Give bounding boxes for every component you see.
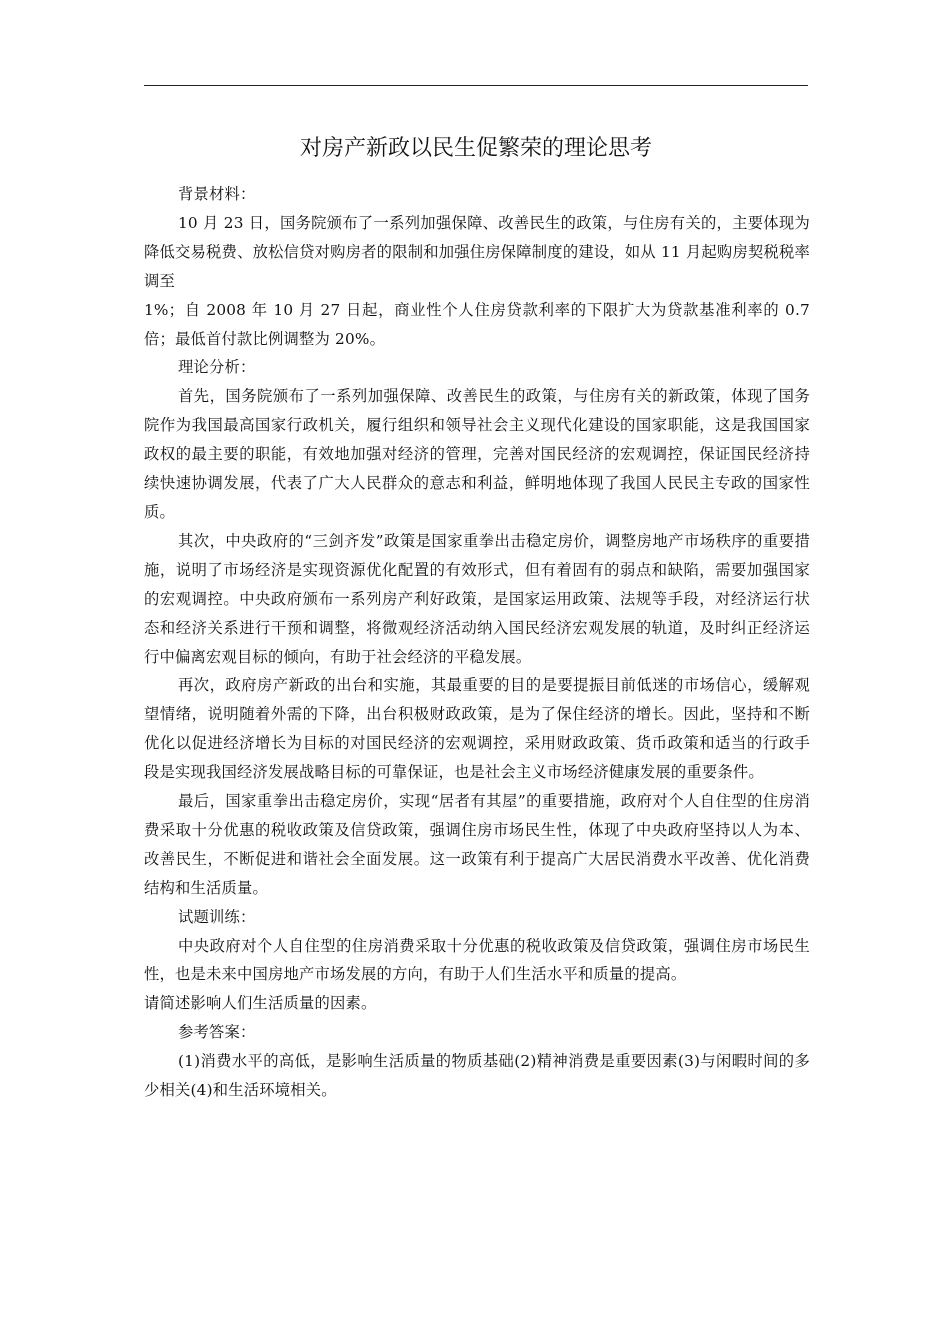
document-title: 对房产新政以民生促繁荣的理论思考 <box>299 136 652 161</box>
analysis-paragraph-4: 最后，国家重拳出击稳定房价，实现“居者有其屋”的重要措施，政府对个人自住型的住房消费采取十分优惠的税收政策及信贷政策，强调住房市场民生性，体现了中央政府坚持以人为本、改善民生，不断促进和谐社会全面发展。这一政策有利于提高广大居民消费水平改善、优化消费结构和生活质量。 <box>144 792 810 897</box>
answer-paragraph: (1)消费水平的高低，是影响生活质量的物质基础(2)精神消费是重要因素(3)与闲暇时间的多少相关(4)和生活环境相关。 <box>144 1052 810 1100</box>
analysis-paragraph-1: 首先，国务院颁布了一系列加强保障、改善民生的政策，与住房有关的新政策，体现了国务院作为我国最高国家行政机关，履行组织和领导社会主义现代化建设的国家职能，这是我国国家政权的最主要的职能，有效地加强对经济的管理，完善对国民经济的宏观调控，保证国民经济持续快速协调发展，代表了广大人民群众的意志和利益，鲜明地体现了我国人民民主专政的国家性质。 <box>144 387 810 521</box>
analysis-paragraph-2: 其次，中央政府的“三剑齐发”政策是国家重拳出击稳定房价，调整房地产市场秩序的重要措施，说明了市场经济是实现资源优化配置的有效形式，但有着固有的弱点和缺陷，需要加强国家的宏观调控。中央政府颁布一系列房产利好政策，是国家运用政策、法规等手段，对经济运行状态和经济关系进行干预和调整，将微观经济活动纳入国民经济宏观发展的轨道，及时纠正经济运行中偏离宏观目标的倾向，有助于社会经济的平稳发展。 <box>144 531 810 666</box>
background-paragraph-1: 10 月 23 日，国务院颁布了一系列加强保障、改善民生的政策，与住房有关的，主要体现为降低交易税费、放松信贷对购房者的限制和加强住房保障制度的建设，如从 11 月起购房契税税率调至 <box>144 213 810 290</box>
exercise-label: 试题训练： <box>178 907 256 926</box>
background-label: 背景材料： <box>178 185 256 203</box>
background-paragraph-2: 1%；自 2008 年 10 月 27 日起，商业性个人住房贷款利率的下限扩大为贷款基准利率的 0.7 倍；最低首付款比例调整为 20%。 <box>144 300 810 348</box>
analysis-paragraph-3: 再次，政府房产新政的出台和实施，其最重要的目的是要提振目前低迷的市场信心，缓解观望情绪，说明随着外需的下降，出台积极财政政策，是为了保住经济的增长。因此，坚持和不断优化以促进经济增长为目标的对国民经济的宏观调控，采用财政政策、货币政策和适当的行政手段是实现我国经济发展战略目标的可靠保证，也是社会主义市场经济健康发展的重要条件。 <box>144 676 810 782</box>
analysis-label: 理论分析： <box>178 358 256 377</box>
header-rule <box>144 85 808 86</box>
document-body <box>144 180 810 1105</box>
answer-label: 参考答案： <box>178 1023 256 1042</box>
exercise-paragraph: 中央政府对个人自住型的住房消费采取十分优惠的税收政策及信贷政策，强调住房市场民生性，也是未来中国房地产市场发展的方向，有助于人们生活水平和质量的提高。 <box>144 936 810 984</box>
exercise-question: 请简述影响人们生活质量的因素。 <box>144 994 377 1013</box>
